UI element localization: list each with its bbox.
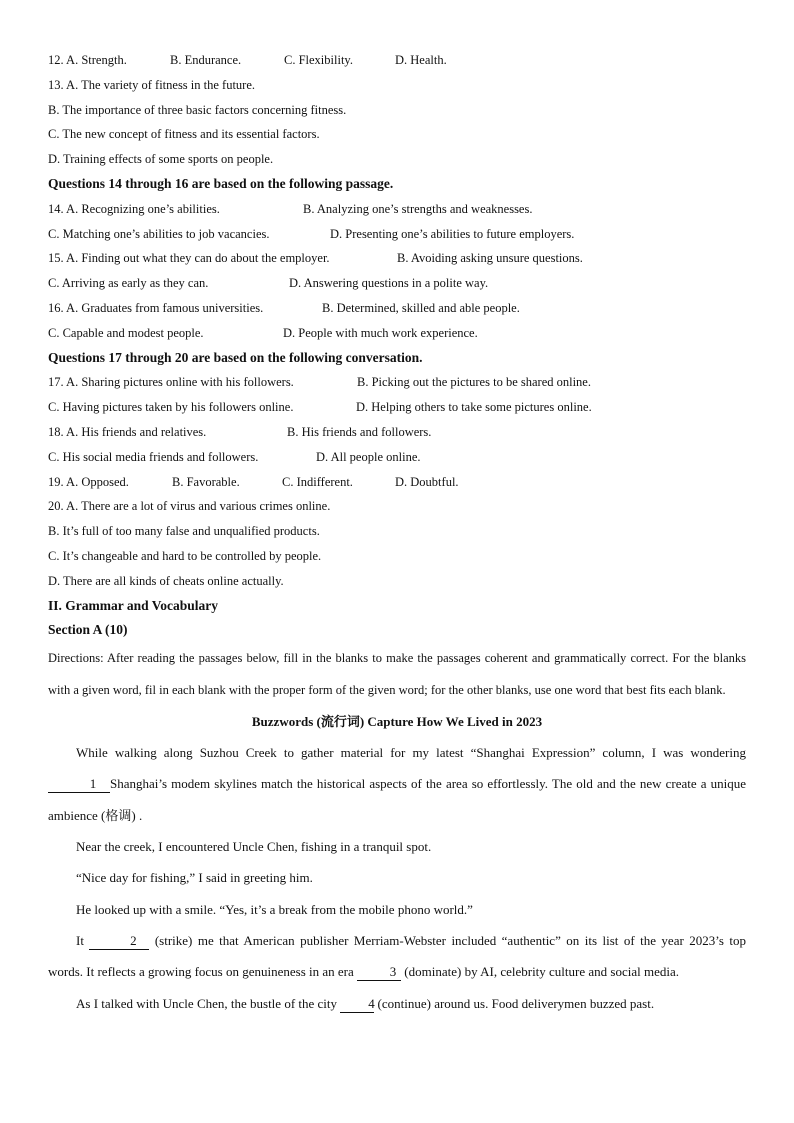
blank-3[interactable]: 3 [357, 963, 401, 981]
blank-4[interactable]: 4 [340, 995, 374, 1013]
question-14-row-2 [48, 222, 746, 247]
question-18-row-1 [48, 420, 746, 445]
q15-option-c: C. Arriving as early as they can. [48, 276, 209, 291]
question-18-row-2 [48, 445, 746, 470]
q18-option-c: C. His social media friends and followers. [48, 449, 259, 464]
q16-option-b: B. Determined, skilled and able people. [322, 300, 520, 315]
blank-2[interactable]: 2 [89, 932, 149, 950]
q13-option-c: C. The new concept of fitness and its essential factors. [48, 127, 320, 142]
paragraph-6 [48, 988, 746, 1019]
q17-option-c: C. Having pictures taken by his followers online. [48, 400, 294, 415]
q18-option-a: 18. A. His friends and relatives. [48, 424, 207, 439]
q15-option-a: 15. A. Finding out what they can do about the employer. [48, 251, 330, 266]
q17-option-a: 17. A. Sharing pictures online with his followers. [48, 375, 294, 390]
q12-option-c: C. Flexibility. [284, 53, 353, 67]
q17-option-b: B. Picking out the pictures to be shared online. [357, 375, 591, 390]
q20-option-c: C. It’s changeable and hard to be controlled by people. [48, 548, 322, 563]
passage-title: Buzzwords (流行词) Capture How We Lived in 2023 [251, 714, 543, 730]
q13-option-d: D. Training effects of some sports on people. [48, 152, 274, 167]
q14-option-a: 14. A. Recognizing one’s abilities. [48, 201, 220, 216]
q18-option-b: B. His friends and followers. [287, 424, 432, 439]
question-14-row-1 [48, 197, 746, 222]
q18-option-d: D. All people online. [316, 449, 421, 464]
q14-option-b: B. Analyzing one’s strengths and weaknesses. [303, 201, 533, 216]
p6-text-end: (continue) around us. Food deliverymen buzzed past. [374, 995, 655, 1011]
q14-option-d: D. Presenting one’s abilities to future employers. [330, 226, 575, 241]
question-12 [48, 48, 746, 73]
q15-option-b: B. Avoiding asking unsure questions. [397, 251, 583, 266]
q20-option-d: D. There are all kinds of cheats online actually. [48, 573, 284, 588]
paragraph-2: Near the creek, I encountered Uncle Chen, fishing in a tranquil spot. [76, 839, 432, 855]
p1-text-end: Shanghai’s modem skylines match the historical aspects of the area so effortlessly. The old and the new create a unique ambience (格调) . [48, 776, 746, 823]
p5-text-end: (dominate) by AI, celebrity culture and social media. [401, 964, 679, 980]
q16-option-d: D. People with much work experience. [283, 325, 478, 340]
question-17-row-2 [48, 395, 746, 420]
question-15-row-1 [48, 246, 746, 271]
worksheet-page [48, 48, 746, 1019]
paragraph-1 [48, 737, 746, 831]
q20-option-b: B. It’s full of too many false and unqualified products. [48, 524, 320, 539]
question-19 [48, 470, 746, 495]
paragraph-5 [48, 925, 746, 988]
directions-text: Directions: After reading the passages below, fill in the blanks to make the passages coherent and grammatically correct. For the blanks with a given word, fil in each blank with the proper form of the given word; for the other blanks, use one word that best fits each blank. [48, 651, 746, 697]
section-a-heading: Section A (10) [48, 622, 128, 638]
q15-option-d: D. Answering questions in a polite way. [289, 276, 489, 291]
question-17-row-1 [48, 370, 746, 395]
q19-option-a: 19. A. Opposed. [48, 474, 129, 489]
p6-text-start: As I talked with Uncle Chen, the bustle of the city [76, 995, 341, 1011]
q13-option-a: 13. A. The variety of fitness in the future. [48, 77, 256, 92]
q12-option-a: 12. A. Strength. [48, 53, 127, 67]
question-16-row-1 [48, 296, 746, 321]
q16-option-a: 16. A. Graduates from famous universities. [48, 300, 264, 315]
question-16-row-2 [48, 321, 746, 346]
q19-option-d: D. Doubtful. [395, 474, 459, 489]
q13-option-b: B. The importance of three basic factors concerning fitness. [48, 102, 347, 117]
p1-text-start: While walking along Suzhou Creek to gather material for my latest “Shanghai Expression” column, I was wondering [76, 745, 746, 761]
heading-questions-17-20: Questions 17 through 20 are based on the following conversation. [48, 349, 423, 365]
p5-text-start: It [76, 932, 90, 948]
paragraph-3: “Nice day for fishing,” I said in greeting him. [76, 870, 313, 886]
q12-option-b: B. Endurance. [170, 53, 242, 67]
q20-option-a: 20. A. There are a lot of virus and various crimes online. [48, 499, 331, 514]
q19-option-b: B. Favorable. [172, 474, 240, 489]
q14-option-c: C. Matching one’s abilities to job vacancies. [48, 226, 270, 241]
q17-option-d: D. Helping others to take some pictures online. [356, 400, 592, 415]
q19-option-c: C. Indifferent. [282, 474, 353, 489]
heading-questions-14-16: Questions 14 through 16 are based on the following passage. [48, 175, 394, 191]
p5-text-middle: (strike) me that American publisher Merriam-Webster included “authentic” on its list of the year 2023’s top words. It reflects a growing focus on genuineness in an era [48, 932, 746, 980]
paragraph-4: He looked up with a smile. “Yes, it’s a break from the mobile phono world.” [76, 901, 473, 917]
q16-option-c: C. Capable and modest people. [48, 325, 204, 340]
section-heading-grammar: II. Grammar and Vocabulary [48, 597, 219, 613]
q12-option-d: D. Health. [395, 53, 447, 67]
blank-1[interactable]: 1 [48, 775, 110, 793]
question-15-row-2 [48, 271, 746, 296]
